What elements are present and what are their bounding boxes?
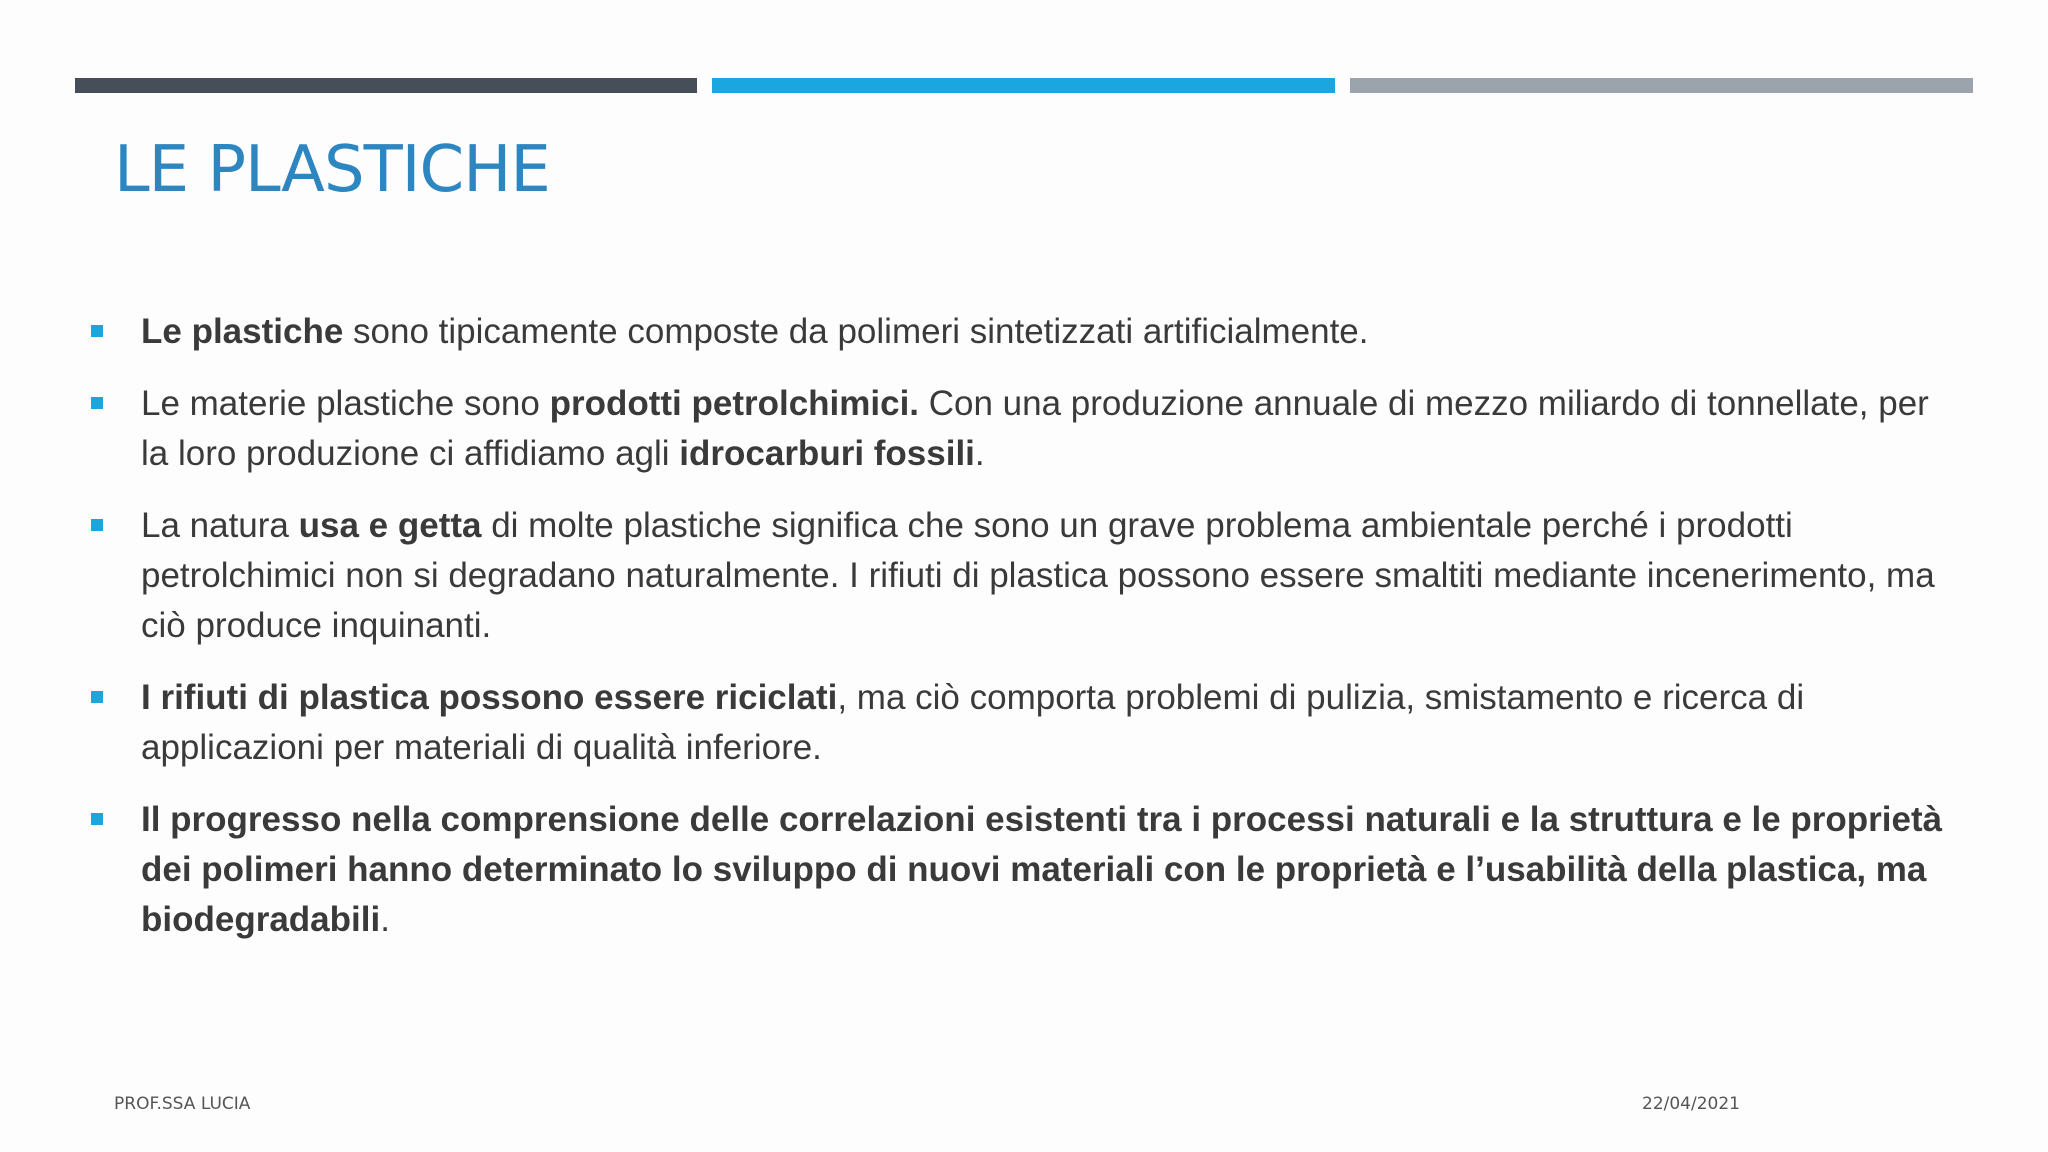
bullet-item: [90, 501, 1945, 651]
square-bullet-icon: [91, 691, 103, 703]
bullet-text-bold: I rifiuti di plastica possono essere riciclati: [141, 678, 838, 717]
square-bullet-icon: [91, 397, 103, 409]
bullet-text: Le materie plastiche sono: [141, 384, 550, 423]
bullet-text-bold: usa e getta: [298, 506, 482, 545]
accent-bar-blue: [712, 78, 1335, 93]
bullet-text: La natura: [141, 506, 299, 545]
bullet-text: sono tipicamente composte da polimeri sintetizzati artificialmente.: [343, 312, 1369, 351]
bullet-text: .: [380, 900, 390, 939]
bullet-text: Con una produzione annuale di mezzo miliardo di tonnellate, per la loro produzione ci affidiamo agli: [141, 384, 1929, 473]
footer-date: 22/04/2021: [1642, 1094, 1740, 1114]
bullet-item: [90, 379, 1945, 479]
square-bullet-icon: [91, 813, 103, 825]
bullet-text-bold: idrocarburi fossili: [679, 434, 975, 473]
bullet-text-bold: Le plastiche: [141, 312, 344, 351]
square-bullet-icon: [91, 325, 103, 337]
bullet-item: [90, 795, 1945, 945]
footer-author: PROF.SSA LUCIA: [114, 1094, 251, 1114]
square-bullet-icon: [91, 519, 103, 531]
bullet-item: [90, 673, 1945, 773]
bullet-text: , ma ciò comporta problemi di pulizia, smistamento e ricerca di applicazioni per materiali di qualità inferiore.: [141, 678, 1805, 767]
accent-bar-dark: [75, 78, 697, 93]
bullet-text: .: [974, 434, 985, 473]
slide-title: LE PLASTICHE: [114, 133, 550, 207]
bullet-list: [90, 307, 1945, 967]
bullet-text-bold: prodotti petrolchimici.: [549, 384, 920, 423]
bullet-text: di molte plastiche significa che sono un grave problema ambientale perché i prodotti petrolchimici non si degradano naturalmente. I rifiuti di plastica possono essere smaltiti mediante incenerimento, ma ciò produce inquinanti.: [141, 506, 1935, 645]
bullet-item: [90, 307, 1945, 357]
bullet-text-bold: Il progresso nella comprensione delle correlazioni esistenti tra i processi naturali e la struttura e le proprietà dei polimeri hanno determinato lo sviluppo di nuovi materiali con le proprietà e l’usabilità della plastica, ma biodegradabili: [141, 800, 1943, 939]
accent-bar-gray: [1350, 78, 1973, 93]
